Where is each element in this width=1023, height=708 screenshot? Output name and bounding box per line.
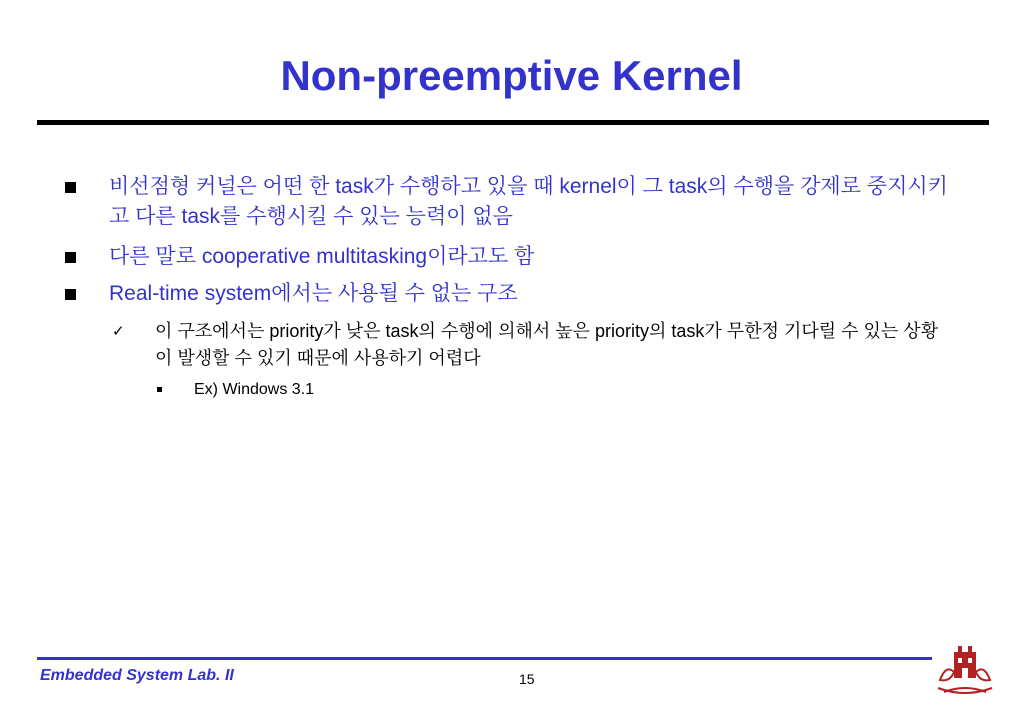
sub-sub-bullet-text: Ex) Windows 3.1	[194, 381, 315, 398]
sub-sub-bullet-item	[157, 379, 917, 401]
footer-divider	[37, 657, 932, 660]
square-bullet-icon	[65, 289, 76, 300]
title-divider	[37, 120, 989, 125]
university-emblem-icon	[934, 640, 996, 696]
bullet-text-1: 비선점형 커널은 어떤 한 task가 수행하고 있을 때 kernel이 그 task의 수행을 강제로 중지시키고 다른 task를 수행시킬 수 있는 능력이 없음	[109, 175, 948, 228]
square-bullet-icon	[65, 182, 76, 193]
slide-title: Non-preemptive Kernel	[280, 52, 743, 99]
small-square-bullet-icon	[157, 387, 162, 392]
footer-lab-name: Embedded System Lab. II	[40, 667, 234, 684]
square-bullet-icon	[65, 252, 76, 263]
page-number: 15	[519, 671, 535, 687]
bullet-text-3: Real-time system에서는 사용될 수 없는 구조	[109, 282, 518, 305]
sub-bullet-item	[112, 318, 952, 372]
bullet-item-3	[65, 279, 955, 309]
sub-bullet-text: 이 구조에서는 priority가 낮은 task의 수행에 의해서 높은 priority의 task가 무한정 기다릴 수 있는 상황이 발생할 수 있기 때문에 사용하기 어렵다	[155, 321, 939, 368]
checkmark-icon: ✓	[112, 323, 125, 340]
bullet-text-2: 다른 말로 cooperative multitasking이라고도 함	[109, 245, 535, 268]
bullet-item-2	[65, 242, 955, 272]
bullet-item-1	[65, 172, 955, 232]
